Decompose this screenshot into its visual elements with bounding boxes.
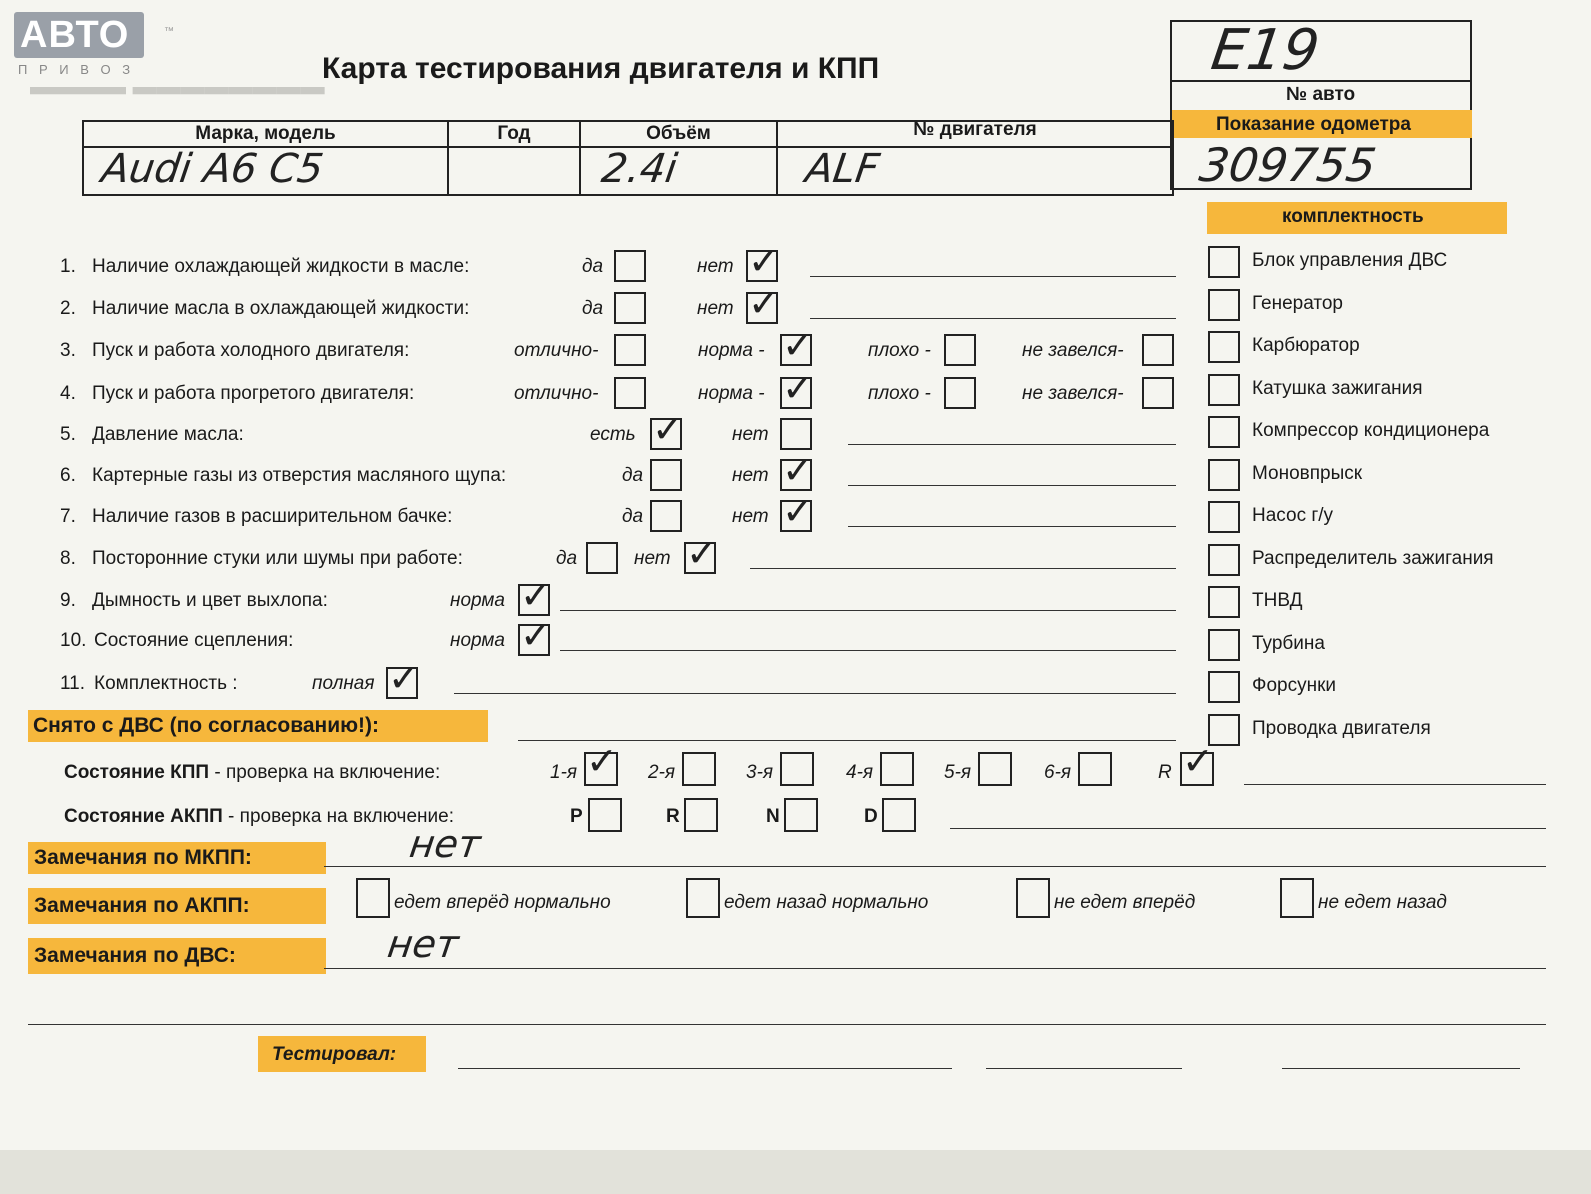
akpp-mode-checkbox[interactable] [882,798,916,832]
akpp-mode-label: R [666,806,680,827]
test-checkbox[interactable] [614,292,646,324]
checkmark-icon: ✓ [782,323,814,367]
test-label: Пуск и работа прогретого двигателя: [92,383,415,404]
komplekt-checkbox[interactable] [1208,586,1240,618]
test-label: Дымность и цвет выхлопа: [92,590,328,611]
header-volume: Объём [646,123,711,144]
komplekt-checkbox[interactable] [1208,289,1240,321]
test-checkbox[interactable] [780,459,812,491]
akpp-label-rest: - проверка на включение: [222,806,454,827]
checkmark-icon: ✓ [748,239,780,283]
test-option-label: нет [732,465,769,486]
test-label: Картерные газы из отверстия масляного щупа: [92,465,507,486]
test-notes-line [810,276,1176,277]
test-number: 7. [60,506,76,527]
kpp-gear-checkbox[interactable] [780,752,814,786]
test-option-label: плохо - [868,383,931,404]
test-checkbox[interactable] [650,418,682,450]
test-number: 8. [60,548,76,569]
tested-by-label: Тестировал: [272,1044,397,1065]
test-notes-line [848,444,1176,445]
komplekt-checkbox[interactable] [1208,374,1240,406]
kpp-gear-checkbox[interactable] [880,752,914,786]
test-number: 2. [60,298,76,319]
akpp-remark-label: едет вперёд нормально [394,892,611,913]
komplekt-item-label: Блок управления ДВС [1252,250,1448,271]
test-option-label: нет [732,506,769,527]
test-checkbox[interactable] [650,459,682,491]
checkmark-icon: ✓ [520,613,552,657]
test-checkbox[interactable] [1142,334,1174,366]
akpp-mode-checkbox[interactable] [784,798,818,832]
test-option-label: не завелся- [1022,340,1124,361]
komplekt-item-label: Форсунки [1252,675,1336,696]
komplekt-item-label: Распределитель зажигания [1252,547,1494,569]
komplekt-item-label: Насос г/у [1252,505,1334,526]
test-label: Наличие газов в расширительном бачке: [92,506,453,527]
logo-sub-text: П Р И В О З [18,62,135,77]
test-number: 10. [60,630,87,651]
komplekt-checkbox[interactable] [1208,714,1240,746]
test-notes-line [750,568,1176,569]
test-label: Давление масла: [92,424,244,445]
bleed-through: ▬▬▬▬ ▬▬▬▬▬▬▬▬ [30,81,325,108]
avtoprivoz-logo [14,12,174,78]
checkmark-icon: ✓ [388,656,420,700]
komplekt-item-label: Генератор [1252,292,1343,314]
kpp-label [64,762,440,784]
kpp-gear-label: 1-я [550,762,578,783]
kpp-gear-label: 5-я [944,762,972,783]
removed-label: Снято с ДВС (по согласованию!): [33,714,380,737]
test-checkbox[interactable] [1142,377,1174,409]
akpp-mode-label: P [570,806,583,827]
test-number: 3. [60,340,76,361]
komplekt-header: комплектность [1282,206,1424,227]
mkpp-remarks-value: нет [406,822,484,866]
akpp-label-bold: Состояние АКПП [64,806,223,827]
test-checkbox[interactable] [780,500,812,532]
test-option-label: да [582,298,604,319]
test-option-label: да [622,465,644,486]
komplekt-item-label: ТНВД [1252,590,1303,611]
logo-tm: ™ [164,26,174,37]
kpp-gear-label: 2-я [648,762,676,783]
test-checkbox[interactable] [614,334,646,366]
test-option-label: да [556,548,578,569]
test-option-label: отлично- [514,340,599,361]
odometer-value-handwritten: 309755 [1196,138,1380,192]
test-checkbox[interactable] [746,250,778,282]
test-label: Посторонние стуки или шумы при работе: [92,548,463,569]
komplekt-item-label: Катушка зажигания [1252,377,1423,399]
akpp-mode-label: N [766,806,780,827]
logo-main-text: АВТО [20,14,130,56]
test-option-label: есть [590,424,636,445]
kpp-gear-checkbox[interactable] [682,752,716,786]
akpp-remark-checkbox[interactable] [686,878,720,918]
akpp-remark-label: не едет вперёд [1054,892,1196,913]
checkmark-icon: ✓ [782,366,814,410]
test-option-label: да [622,506,644,527]
test-option-label: плохо - [868,340,931,361]
komplekt-item-label: Компрессор кондиционера [1252,420,1490,441]
test-option-label: полная [312,673,375,694]
test-option-label: нет [732,424,769,445]
test-label: Наличие охлаждающей жидкости в масле: [92,256,470,277]
stock-number-label: № авто [1286,84,1356,105]
komplekt-checkbox[interactable] [1208,501,1240,533]
test-checkbox[interactable] [614,250,646,282]
akpp-remark-checkbox[interactable] [1016,878,1050,918]
test-number: 1. [60,256,76,277]
akpp-label [64,806,454,828]
test-option-label: нет [697,298,734,319]
akpp-remarks-label: Замечания по АКПП: [34,894,250,917]
value-engine-no: ALF [802,146,882,192]
test-option-label: отлично- [514,383,599,404]
header-engine-no: № двигателя [913,119,1037,140]
kpp-gear-label: 4-я [846,762,874,783]
test-checkbox[interactable] [944,334,976,366]
akpp-mode-checkbox[interactable] [588,798,622,832]
akpp-remark-checkbox[interactable] [356,878,390,918]
test-checkbox[interactable] [386,667,418,699]
odometer-label: Показание одометра [1216,114,1411,135]
kpp-gear-checkbox[interactable] [1180,752,1214,786]
akpp-remark-label: не едет назад [1318,892,1447,913]
test-option-label: да [582,256,604,277]
checkmark-icon: ✓ [1182,739,1214,783]
komplekt-item-label: Турбина [1252,632,1325,654]
komplekt-checkbox[interactable] [1208,331,1240,363]
checkmark-icon: ✓ [652,407,684,451]
test-checkbox[interactable] [746,292,778,324]
test-checkbox[interactable] [650,500,682,532]
kpp-gear-checkbox[interactable] [584,752,618,786]
test-number: 6. [60,465,76,486]
dvs-remarks-value: нет [384,922,462,966]
test-option-label: норма - [698,340,765,361]
test-notes-line [454,693,1176,694]
akpp-remark-checkbox[interactable] [1280,878,1314,918]
checkmark-icon: ✓ [586,739,618,783]
komplekt-item-label: Карбюратор [1252,335,1360,356]
test-label: Пуск и работа холодного двигателя: [92,340,410,361]
checkmark-icon: ✓ [686,531,718,575]
test-checkbox[interactable] [944,377,976,409]
kpp-gear-checkbox[interactable] [978,752,1012,786]
test-number: 4. [60,383,76,404]
akpp-remark-label: едет назад нормально [724,892,929,913]
checkmark-icon: ✓ [748,281,780,325]
test-notes-line [848,485,1176,486]
test-number: 9. [60,590,76,611]
test-notes-line [560,610,1176,611]
komplekt-item-label: Проводка двигателя [1252,717,1431,739]
test-checkbox[interactable] [518,584,550,616]
dvs-remarks-label: Замечания по ДВС: [34,944,236,967]
akpp-mode-label: D [864,806,878,827]
checkmark-icon: ✓ [782,448,814,492]
header-model: Марка, модель [195,123,336,144]
test-notes-line [560,650,1176,651]
komplekt-checkbox[interactable] [1208,459,1240,491]
test-checkbox[interactable] [518,624,550,656]
test-number: 11. [60,673,86,694]
test-checkbox[interactable] [586,542,618,574]
komplekt-checkbox[interactable] [1208,629,1240,661]
test-option-label: норма - [698,383,765,404]
header-year: Год [497,123,531,144]
test-option-label: не завелся- [1022,383,1124,404]
komplekt-checkbox[interactable] [1208,544,1240,576]
checkmark-icon: ✓ [782,489,814,533]
test-label: Наличие масла в охлаждающей жидкости: [92,298,470,319]
akpp-mode-checkbox[interactable] [684,798,718,832]
test-number: 5. [60,424,76,445]
kpp-gear-label: R [1158,762,1172,783]
test-notes-line [810,318,1176,319]
kpp-label-bold: Состояние КПП [64,762,210,783]
komplekt-item-label: Моновпрыск [1252,462,1363,484]
checkmark-icon: ✓ [520,573,552,617]
kpp-label-rest: - проверка на включение: [209,762,441,783]
kpp-gear-label: 6-я [1044,762,1072,783]
test-label: Состояние сцепления: [94,630,294,651]
value-volume: 2.4i [598,146,680,192]
page-title: Карта тестирования двигателя и КПП [322,52,880,85]
test-checkbox[interactable] [780,377,812,409]
komplekt-checkbox[interactable] [1208,671,1240,703]
stock-number-handwritten: E19 [1207,18,1324,83]
test-option-label: норма [450,630,505,651]
value-model: Audi A6 C5 [98,146,327,192]
test-option-label: норма [450,590,505,611]
test-option-label: нет [634,548,671,569]
test-notes-line [848,526,1176,527]
test-checkbox[interactable] [780,334,812,366]
komplekt-checkbox[interactable] [1208,416,1240,448]
test-option-label: нет [697,256,734,277]
kpp-gear-checkbox[interactable] [1078,752,1112,786]
test-label: Комплектность : [94,673,238,694]
test-checkbox[interactable] [614,377,646,409]
kpp-gear-label: 3-я [746,762,774,783]
test-checkbox[interactable] [684,542,716,574]
mkpp-remarks-label: Замечания по МКПП: [34,846,252,869]
scan-bottom-strip [0,1150,1591,1194]
test-checkbox[interactable] [780,418,812,450]
komplekt-checkbox[interactable] [1208,246,1240,278]
